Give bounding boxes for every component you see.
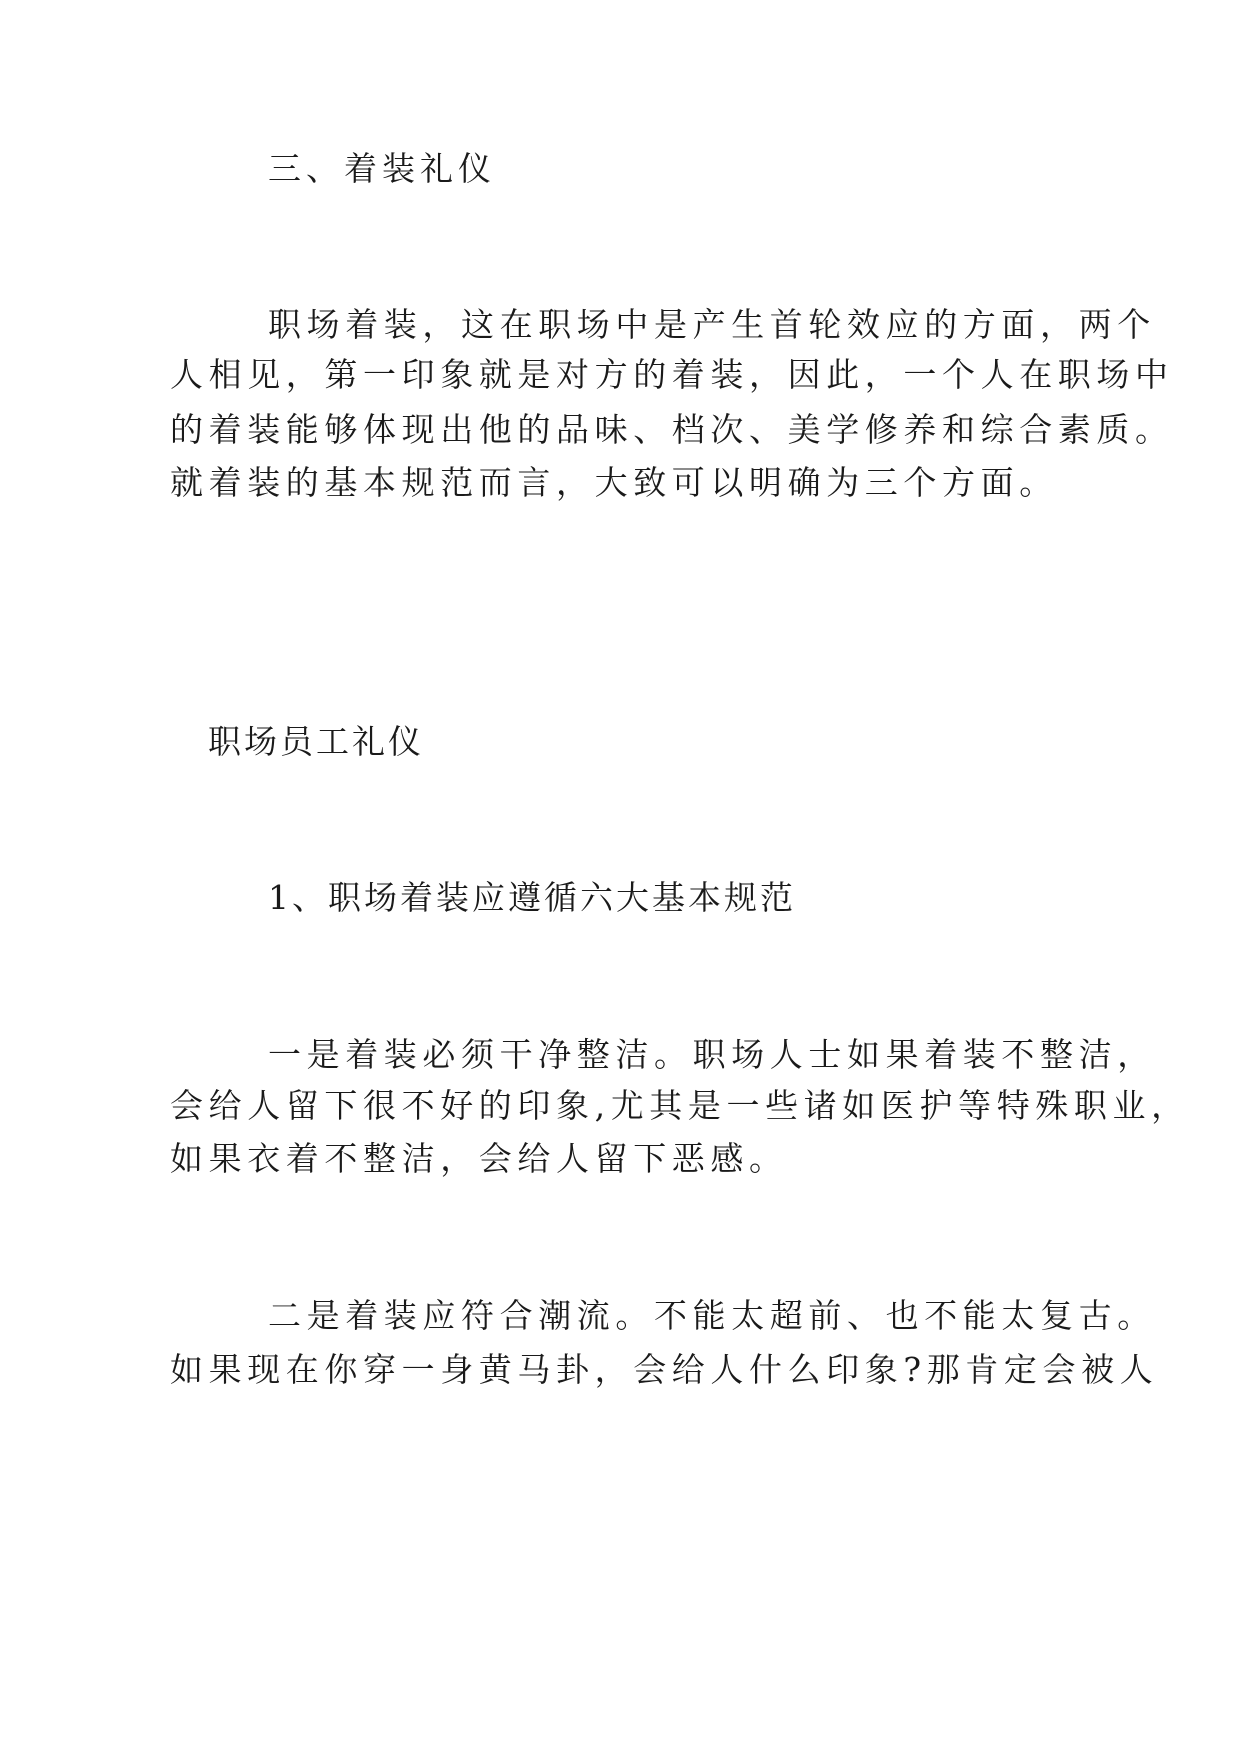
paragraph-line: 二是着装应符合潮流。不能太超前、也不能太复古。 (268, 1296, 1156, 1335)
paragraph-line: 会给人留下很不好的印象,尤其是一些诸如医护等特殊职业， (170, 1086, 1190, 1125)
document-title: 职场员工礼仪 (208, 722, 424, 761)
paragraph-line: 的着装能够体现出他的品味、档次、美学修养和综合素质。 (170, 410, 1174, 449)
paragraph-line: 如果衣着不整洁，会给人留下恶感。 (170, 1139, 788, 1178)
paragraph-line: 如果现在你穿一身黄马卦，会给人什么印象?那肯定会被人 (170, 1350, 1159, 1389)
section-heading: 三、着装礼仪 (268, 149, 496, 188)
paragraph-line: 就着装的基本规范而言，大致可以明确为三个方面。 (170, 463, 1058, 502)
subheading: 1、职场着装应遵循六大基本规范 (268, 878, 796, 917)
paragraph-line: 一是着装必须干净整洁。职场人士如果着装不整洁， (268, 1035, 1156, 1074)
paragraph-line: 人相见，第一印象就是对方的着装，因此，一个人在职场中 (170, 355, 1174, 394)
paragraph-line: 职场着装，这在职场中是产生首轮效应的方面，两个 (268, 305, 1156, 344)
